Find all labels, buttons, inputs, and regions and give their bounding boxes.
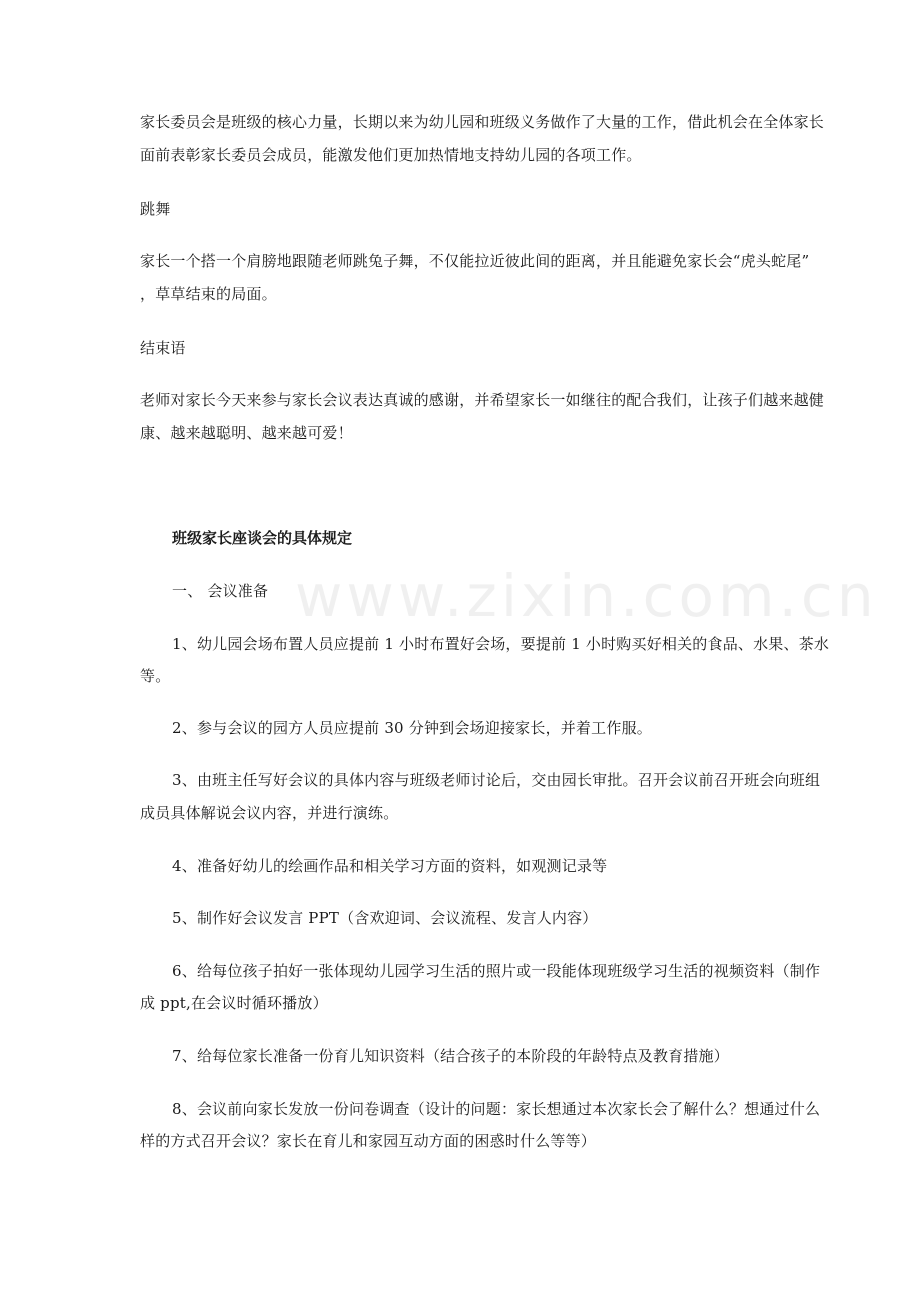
list-item-3-line1: 3、由班主任写好会议的具体内容与班级老师讨论后，交由园长审批。召开会议前召开班会向班组 [172,771,821,789]
paragraph-committee-line1: 家长委员会是班级的核心力量，长期以来为幼儿园和班级义务做作了大量的工作，借此机会在全体家长 [140,113,825,131]
list-item-1-line2: 等。 [140,667,171,685]
paragraph-closing-line2: 康、越来越聪明、越来越可爱！ [140,424,353,442]
paragraph-dance-line1: 家长一个搭一个肩膀地跟随老师跳兔子舞，不仅能拉近彼此间的距离，并且能避免家长会“虎头蛇尾” [140,252,810,270]
list-item-1-line1: 1、幼儿园会场布置人员应提前 1 小时布置好会场，要提前 1 小时购买好相关的食品、水果、茶水 [172,635,830,653]
list-item-4-line1: 4、准备好幼儿的绘画作品和相关学习方面的资料，如观测记录等 [172,857,608,875]
list-item-5-line1: 5、制作好会议发言 PPT（含欢迎词、会议流程、发言人内容） [172,909,598,927]
list-item-7-line1: 7、给每位家长准备一份育儿知识资料（结合孩子的本阶段的年龄特点及教育措施） [172,1047,729,1065]
list-item-3-line2: 成员具体解说会议内容，并进行演练。 [140,804,399,822]
list-item-8-line1: 8、会议前向家长发放一份问卷调查（设计的问题：家长想通过本次家长会了解什么？想通过什么 [172,1100,821,1118]
subheading-preparation: 一、 会议准备 [172,582,269,600]
heading-closing: 结束语 [140,339,186,357]
list-item-2-line1: 2、参与会议的园方人员应提前 30 分钟到会场迎接家长，并着工作服。 [172,719,652,737]
watermark: www.zixin.com.cn [295,562,878,630]
section-title: 班级家长座谈会的具体规定 [172,529,353,547]
list-item-8-line2: 样的方式召开会议？家长在育儿和家园互动方面的困惑时什么等等） [140,1132,597,1150]
paragraph-committee-line2: 面前表彰家长委员会成员，能激发他们更加热情地支持幼儿园的各项工作。 [140,146,642,164]
list-item-6-line1: 6、给每位孩子拍好一张体现幼儿园学习生活的照片或一段能体现班级学习生活的视频资料（制作 [172,962,821,980]
heading-dance: 跳舞 [140,200,171,218]
list-item-6-line2: 成 ppt,在会议时循环播放） [140,994,328,1012]
paragraph-closing-line1: 老师对家长今天来参与家长会议表达真诚的感谢，并希望家长一如继往的配合我们，让孩子们越来越健 [140,391,825,409]
paragraph-dance-line2: ，草草结束的局面。 [140,285,277,303]
